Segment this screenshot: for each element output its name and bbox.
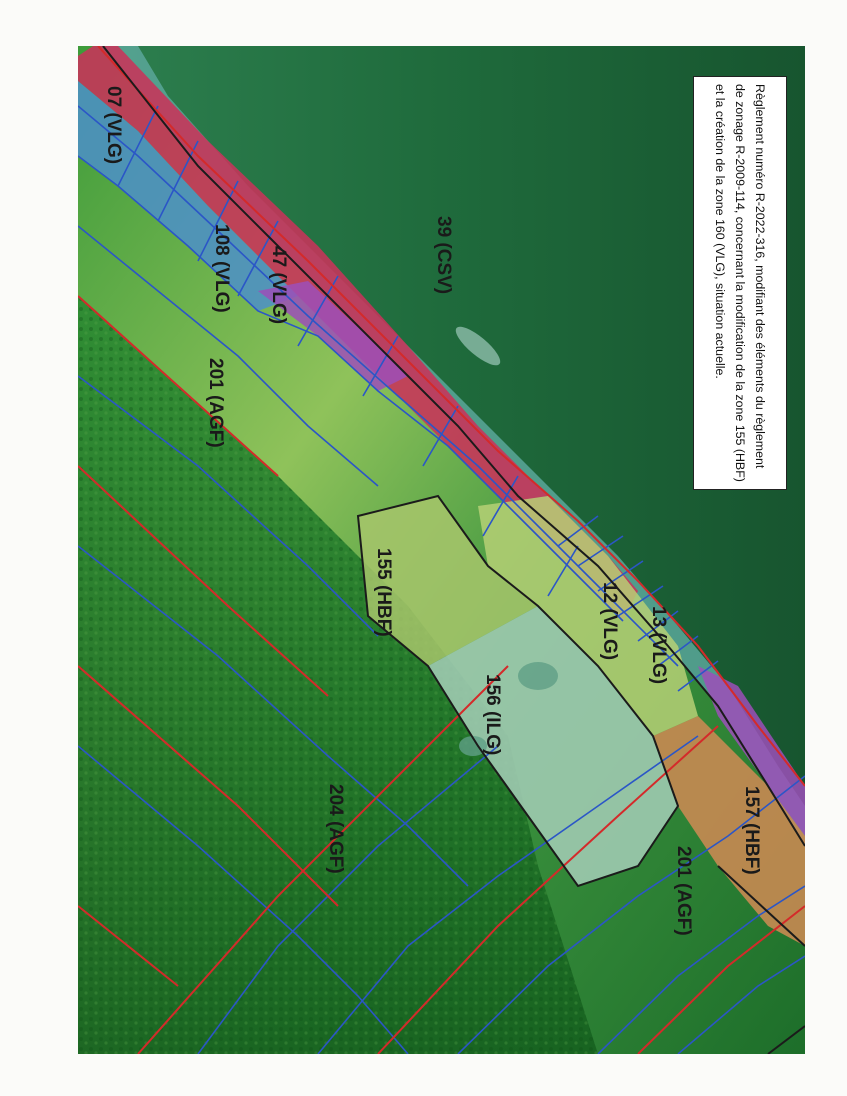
zone-label-155: 155 (HBF) xyxy=(373,548,394,637)
zone-label-201a: 201 (AGF) xyxy=(205,358,226,448)
pond-north xyxy=(518,662,558,690)
zone-label-201b: 201 (AGF) xyxy=(673,846,694,936)
zone-label-39: 39 (CSV) xyxy=(433,216,454,295)
zone-label-107: 07 (VLG) xyxy=(103,86,124,165)
zone-label-152: 12 (VLG) xyxy=(599,582,620,661)
caption-text: Règlement numéro R-2022-316, modifiant des éléments du règlement de zonage R-2009-114, concernant la modification de la zone 155 (HBF) et la création de la zone 160 (VLG), situation actuelle. xyxy=(713,84,767,482)
zone-label-108: 108 (VLG) xyxy=(211,224,232,313)
zone-label-204: 204 (AGF) xyxy=(325,784,346,874)
caption-box xyxy=(693,76,787,490)
zone-label-153: 13 (VLG) xyxy=(648,606,669,685)
zone-label-156: 156 (ILG) xyxy=(482,674,503,756)
zone-label-147: 47 (VLG) xyxy=(268,246,289,325)
zone-label-157: 157 (HBF) xyxy=(741,786,762,875)
